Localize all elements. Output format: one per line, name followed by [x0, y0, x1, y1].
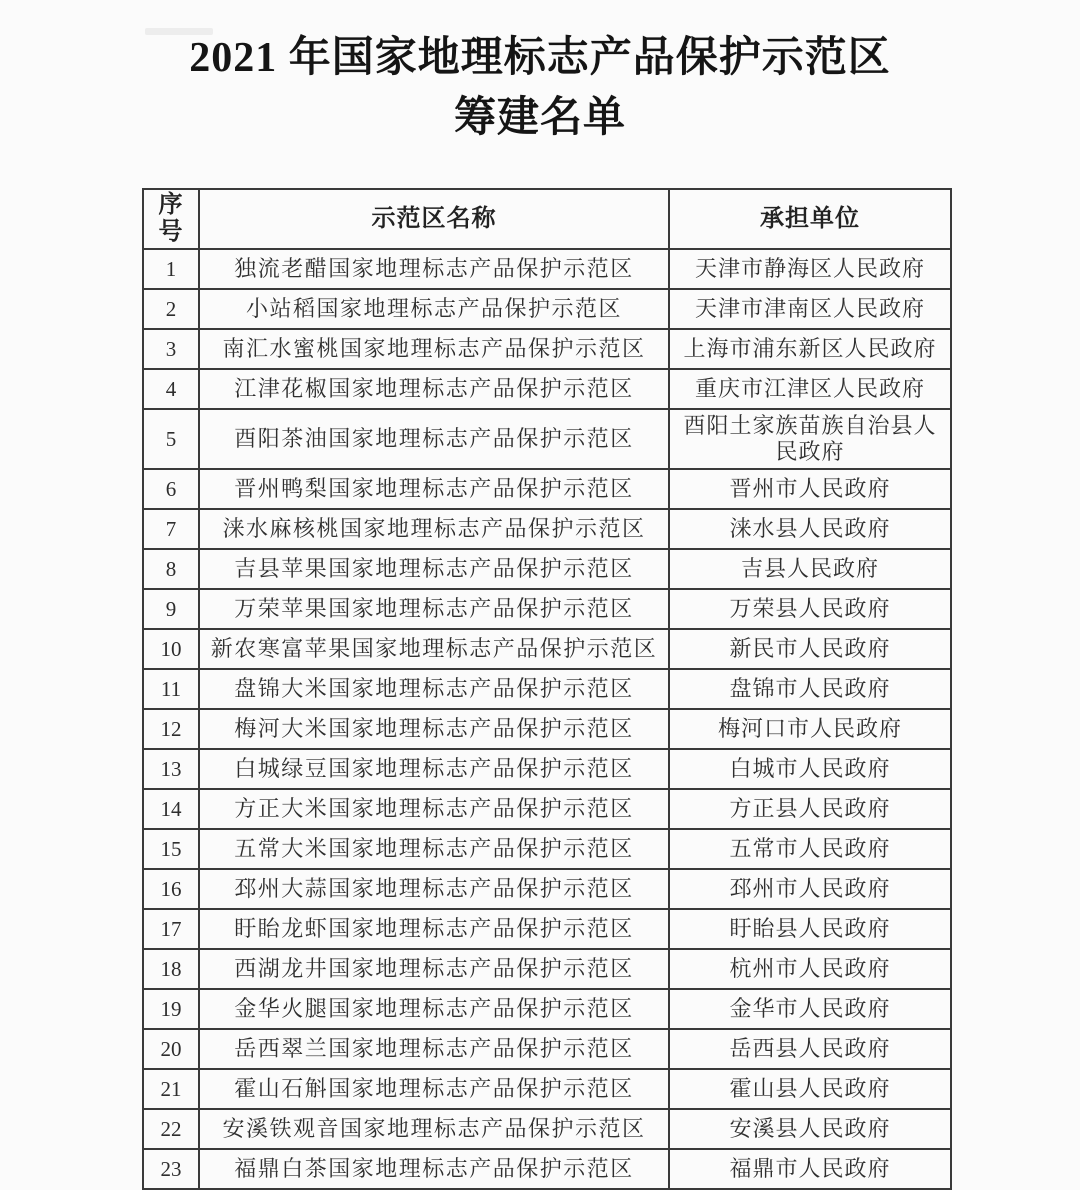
row-number-cell: 19 — [143, 989, 199, 1029]
demonstration-zones-table — [142, 188, 952, 1190]
unit-cell: 方正县人民政府 — [669, 789, 951, 829]
table-body — [143, 249, 951, 1189]
zone-name-cell: 岳西翠兰国家地理标志产品保护示范区 — [199, 1029, 669, 1069]
zone-name-cell: 邳州大蒜国家地理标志产品保护示范区 — [199, 869, 669, 909]
unit-cell: 霍山县人民政府 — [669, 1069, 951, 1109]
zone-name-cell: 金华火腿国家地理标志产品保护示范区 — [199, 989, 669, 1029]
page-title — [0, 28, 1080, 148]
table-row — [143, 909, 951, 949]
table-row — [143, 1109, 951, 1149]
zone-name-cell: 五常大米国家地理标志产品保护示范区 — [199, 829, 669, 869]
row-number-cell: 8 — [143, 549, 199, 589]
row-number-cell: 22 — [143, 1109, 199, 1149]
table-row — [143, 549, 951, 589]
page-title-line1: 2021 年国家地理标志产品保护示范区 — [189, 35, 891, 81]
zone-name-cell: 安溪铁观音国家地理标志产品保护示范区 — [199, 1109, 669, 1149]
row-number-cell: 3 — [143, 329, 199, 369]
unit-cell: 五常市人民政府 — [669, 829, 951, 869]
zone-name-cell: 方正大米国家地理标志产品保护示范区 — [199, 789, 669, 829]
table-row — [143, 869, 951, 909]
zone-name-cell: 梅河大米国家地理标志产品保护示范区 — [199, 709, 669, 749]
zone-name-cell: 福鼎白茶国家地理标志产品保护示范区 — [199, 1149, 669, 1189]
zone-name-cell: 江津花椒国家地理标志产品保护示范区 — [199, 369, 669, 409]
table-row — [143, 509, 951, 549]
table-row — [143, 829, 951, 869]
zone-name-cell: 新农寒富苹果国家地理标志产品保护示范区 — [199, 629, 669, 669]
unit-cell: 天津市津南区人民政府 — [669, 289, 951, 329]
unit-cell: 晋州市人民政府 — [669, 469, 951, 509]
table-row — [143, 409, 951, 469]
unit-cell: 重庆市江津区人民政府 — [669, 369, 951, 409]
row-number-cell: 12 — [143, 709, 199, 749]
table-header-row — [143, 189, 951, 249]
table-row — [143, 629, 951, 669]
col-header-zone-name: 示范区名称 — [199, 189, 669, 249]
zone-name-cell: 白城绿豆国家地理标志产品保护示范区 — [199, 749, 669, 789]
zone-name-cell: 万荣苹果国家地理标志产品保护示范区 — [199, 589, 669, 629]
table-row — [143, 369, 951, 409]
unit-cell: 金华市人民政府 — [669, 989, 951, 1029]
zone-name-cell: 盘锦大米国家地理标志产品保护示范区 — [199, 669, 669, 709]
table-row — [143, 989, 951, 1029]
col-header-unit: 承担单位 — [669, 189, 951, 249]
table-row — [143, 669, 951, 709]
unit-cell: 邳州市人民政府 — [669, 869, 951, 909]
unit-cell: 吉县人民政府 — [669, 549, 951, 589]
page-title-line2: 筹建名单 — [453, 95, 626, 141]
row-number-cell: 1 — [143, 249, 199, 289]
row-number-cell: 15 — [143, 829, 199, 869]
table-row — [143, 1069, 951, 1109]
unit-cell: 福鼎市人民政府 — [669, 1149, 951, 1189]
unit-cell: 白城市人民政府 — [669, 749, 951, 789]
table-row — [143, 469, 951, 509]
scan-artifact-mark — [145, 28, 213, 35]
zone-name-cell: 吉县苹果国家地理标志产品保护示范区 — [199, 549, 669, 589]
row-number-cell: 17 — [143, 909, 199, 949]
row-number-cell: 6 — [143, 469, 199, 509]
zone-name-cell: 涞水麻核桃国家地理标志产品保护示范区 — [199, 509, 669, 549]
row-number-cell: 14 — [143, 789, 199, 829]
zone-name-cell: 小站稻国家地理标志产品保护示范区 — [199, 289, 669, 329]
row-number-cell: 4 — [143, 369, 199, 409]
zone-name-cell: 酉阳茶油国家地理标志产品保护示范区 — [199, 409, 669, 469]
unit-cell: 万荣县人民政府 — [669, 589, 951, 629]
row-number-cell: 21 — [143, 1069, 199, 1109]
row-number-cell: 13 — [143, 749, 199, 789]
unit-cell: 杭州市人民政府 — [669, 949, 951, 989]
table-row — [143, 789, 951, 829]
table-row — [143, 329, 951, 369]
table-row — [143, 1029, 951, 1069]
row-number-cell: 5 — [143, 409, 199, 469]
zone-name-cell: 晋州鸭梨国家地理标志产品保护示范区 — [199, 469, 669, 509]
table-row — [143, 709, 951, 749]
row-number-cell: 9 — [143, 589, 199, 629]
unit-cell: 盱眙县人民政府 — [669, 909, 951, 949]
row-number-cell: 7 — [143, 509, 199, 549]
col-header-index: 序号 — [143, 189, 199, 249]
unit-cell: 上海市浦东新区人民政府 — [669, 329, 951, 369]
table-row — [143, 289, 951, 329]
row-number-cell: 2 — [143, 289, 199, 329]
row-number-cell: 16 — [143, 869, 199, 909]
unit-cell: 盘锦市人民政府 — [669, 669, 951, 709]
table-row — [143, 949, 951, 989]
zone-name-cell: 霍山石斛国家地理标志产品保护示范区 — [199, 1069, 669, 1109]
row-number-cell: 18 — [143, 949, 199, 989]
zone-name-cell: 独流老醋国家地理标志产品保护示范区 — [199, 249, 669, 289]
zone-name-cell: 盱眙龙虾国家地理标志产品保护示范区 — [199, 909, 669, 949]
unit-cell: 涞水县人民政府 — [669, 509, 951, 549]
zone-name-cell: 西湖龙井国家地理标志产品保护示范区 — [199, 949, 669, 989]
table-row — [143, 589, 951, 629]
row-number-cell: 11 — [143, 669, 199, 709]
unit-cell: 酉阳土家族苗族自治县人民政府 — [669, 409, 951, 469]
table-row — [143, 1149, 951, 1189]
row-number-cell: 23 — [143, 1149, 199, 1189]
row-number-cell: 20 — [143, 1029, 199, 1069]
unit-cell: 梅河口市人民政府 — [669, 709, 951, 749]
row-number-cell: 10 — [143, 629, 199, 669]
unit-cell: 安溪县人民政府 — [669, 1109, 951, 1149]
unit-cell: 岳西县人民政府 — [669, 1029, 951, 1069]
unit-cell: 新民市人民政府 — [669, 629, 951, 669]
table-row — [143, 749, 951, 789]
table-row — [143, 249, 951, 289]
unit-cell: 天津市静海区人民政府 — [669, 249, 951, 289]
zone-name-cell: 南汇水蜜桃国家地理标志产品保护示范区 — [199, 329, 669, 369]
